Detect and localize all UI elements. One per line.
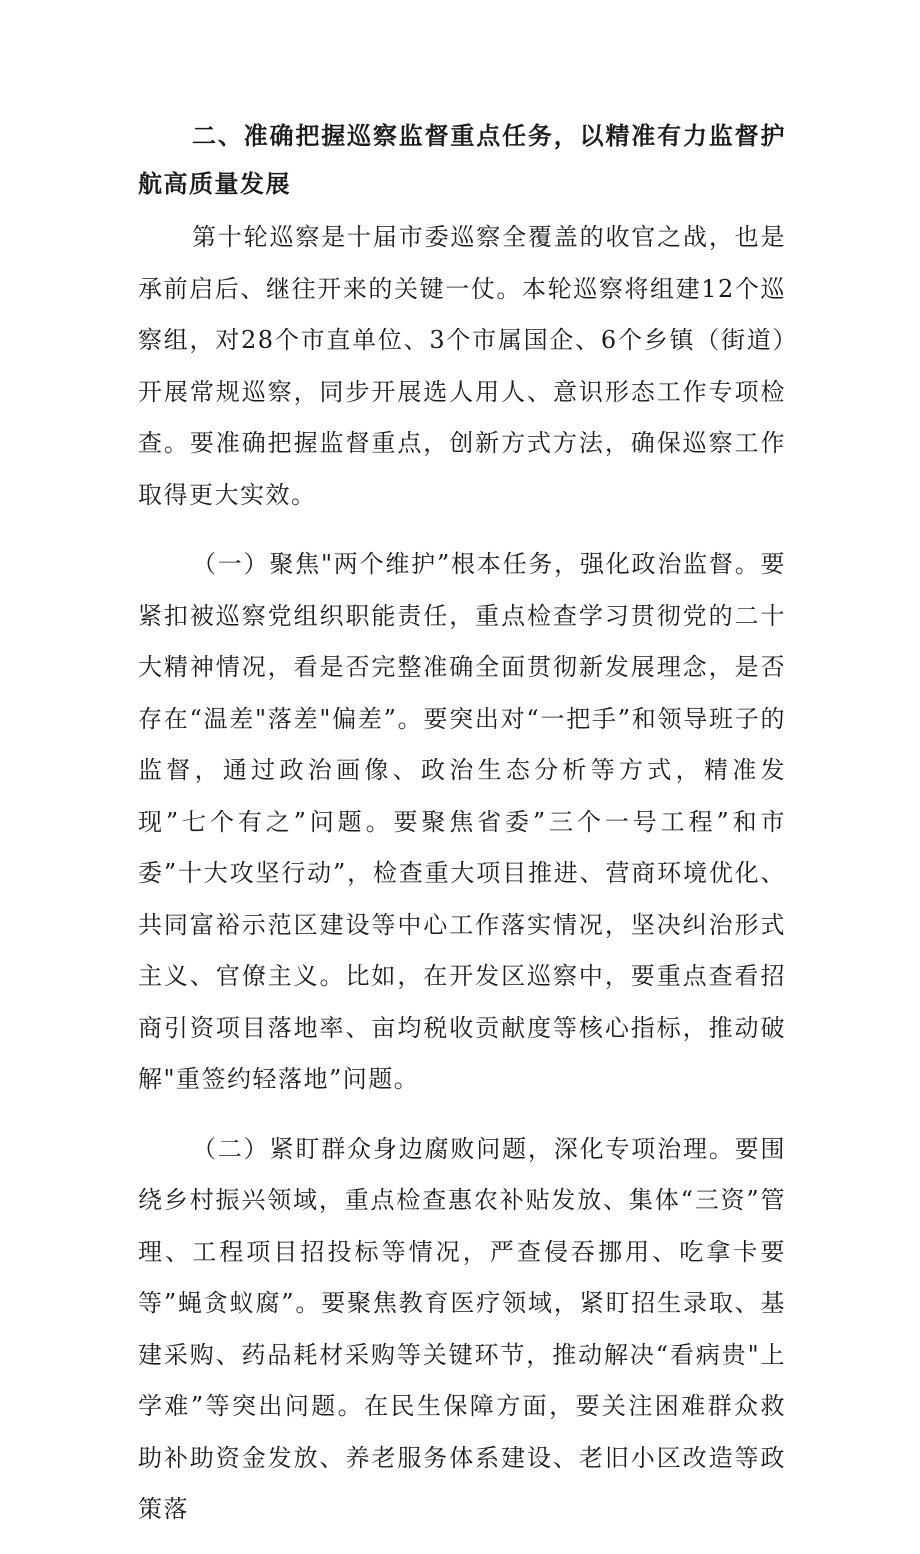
document-body	[138, 112, 786, 1554]
paragraph-political-supervision: （一）聚焦"两个维护”根本任务，强化政治监督。要紧扣被巡察党组织职能责任，重点检查学习贯彻党的二十大精神情况，看是否完整准确全面贯彻新发展理念，是否存在“温差"落差"偏差”。要突出对“一把手”和领导班子的监督，通过政治画像、政治生态分析等方式，精准发现”七个有之”问题。要聚焦省委”三个一号工程”和市委”十大攻坚行动”，检查重大项目推进、营商环境优化、共同富裕示范区建设等中心工作落实情况，坚决纠治形式主义、官僚主义。比如，在开发区巡察中，要重点查看招商引资项目落地率、亩均税收贡献度等核心指标，推动破解"重签约轻落地”问题。	[138, 550, 786, 1093]
paragraph-corruption-governance: （二）紧盯群众身边腐败问题，深化专项治理。要围绕乡村振兴领域，重点检查惠农补贴发放、集体“三资”管理、工程项目招投标等情况，严查侵吞挪用、吃拿卡要等”蝇贪蚁腐”。要聚焦教育医疗领域，紧盯招生录取、基建采购、药品耗材采购等关键环节，推动解决“看病贵"上学难”等突出问题。在民生保障方面，要关注困难群众救助补助资金发放、养老服务体系建设、老旧小区改造等政策落	[138, 1134, 786, 1523]
section-heading: 二、准确把握巡察监督重点任务，以精准有力监督护航高质量发展	[138, 121, 786, 198]
paragraph-intro: 第十轮巡察是十届市委巡察全覆盖的收官之战，也是承前启后、继往开来的关键一仗。本轮巡察将组建12个巡察组，对28个市直单位、3个市属国企、6个乡镇（街道）开展常规巡察，同步开展选人用人、意识形态工作专项检查。要准确把握监督重点，创新方式方法，确保巡察工作取得更大实效。	[138, 223, 786, 509]
